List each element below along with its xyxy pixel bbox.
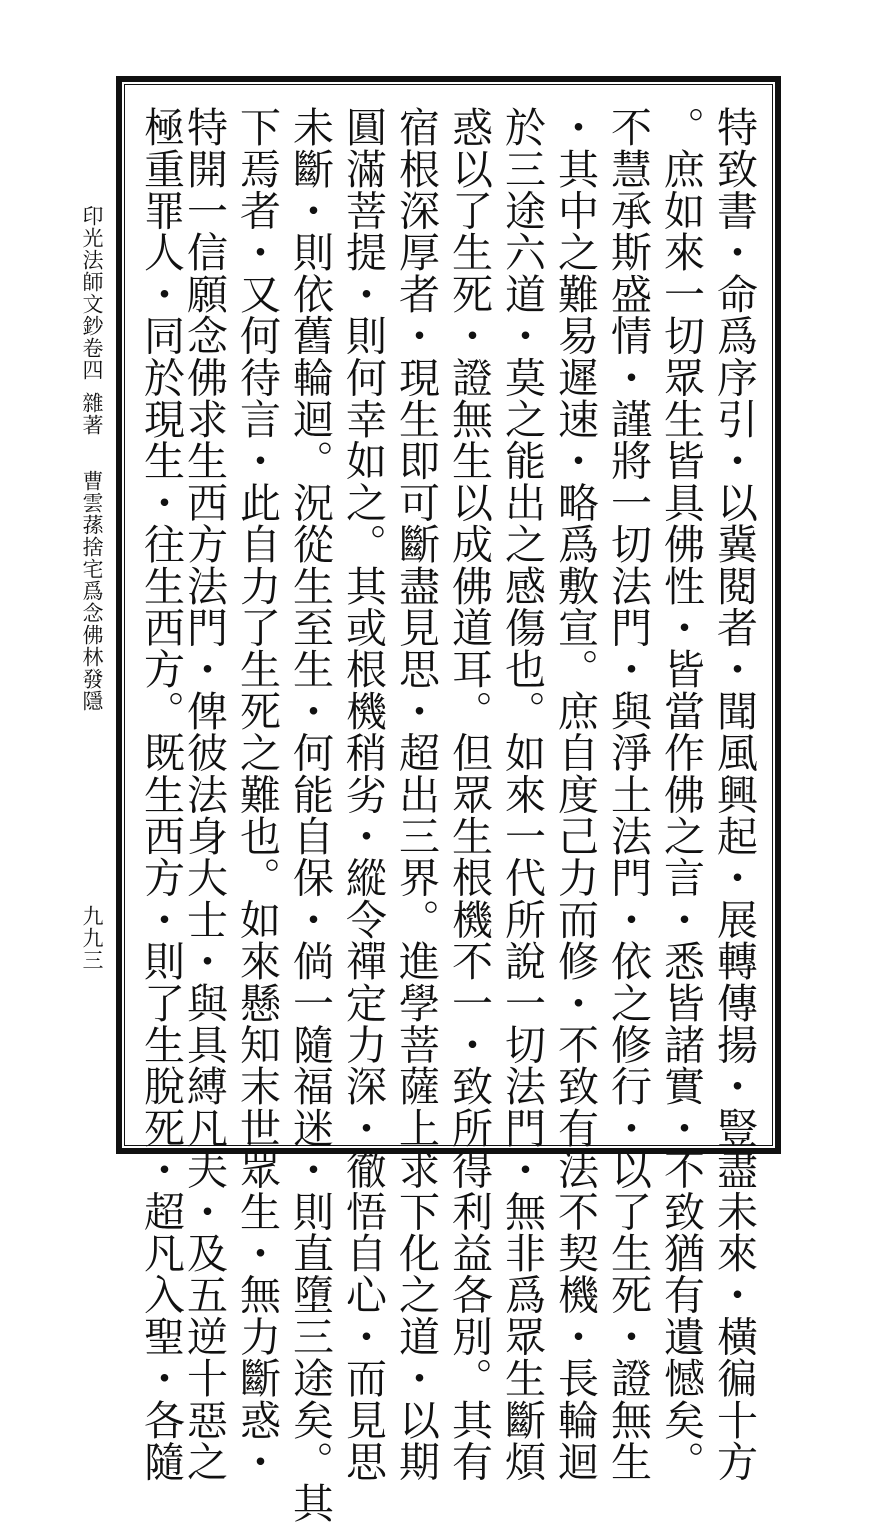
text-column-8: 圓滿菩提・則何幸如之。其或根機稍劣・縱令禪定力深・徹悟自心・而見思	[339, 106, 387, 1483]
text-column-3: 不慧承斯盛情・謹將一切法門・與淨土法門・依之修行・以了生死・證無生	[604, 106, 652, 1483]
text-column-12: 極重罪人・同於現生・往生西方。既生西方・則了生脫死・超凡入聖・各隨	[137, 106, 185, 1483]
text-column-2: 。庶如來一切眾生皆具佛性・皆當作佛之言・悉皆諸實・不致猶有遺憾矣。	[657, 106, 705, 1483]
text-column-10: 下焉者・又何待言・此自力了生死之難也。如來懸知末世眾生・無力斷惑・	[233, 106, 281, 1483]
text-column-11: 特開一信願念佛求生西方法門・俾彼法身大士・與具縛凡夫・及五逆十惡之	[180, 106, 228, 1483]
text-column-4: ・其中之難易遲速・略爲敷宣。庶自度己力而修・不致有法不契機・長輪迴	[551, 106, 599, 1483]
text-column-1: 特致書・命爲序引・以冀閱者・聞風興起・展轉傳揚・豎盡未來・橫徧十方	[710, 106, 758, 1483]
running-header-article-title: 曹雲蓀捨宅爲念佛林發隱	[80, 470, 104, 712]
running-header-book-title: 印光法師文鈔卷四	[80, 205, 104, 381]
text-column-9: 未斷・則依舊輪迴。況從生至生・何能自保・倘一隨福迷・則直墮三途矣。其	[286, 106, 334, 1524]
text-column-5: 於三途六道・莫之能出之感傷也。如來一代所說一切法門・無非爲眾生斷煩	[498, 106, 546, 1483]
page-number: 九九三	[80, 905, 104, 971]
running-header-section: 雜著	[80, 392, 104, 436]
text-column-6: 惑以了生死・證無生以成佛道耳。但眾生根機不一・致所得利益各別。其有	[445, 106, 493, 1483]
text-column-7: 宿根深厚者・現生即可斷盡見思・超出三界。進學菩薩上求下化之道・以期	[392, 106, 440, 1483]
